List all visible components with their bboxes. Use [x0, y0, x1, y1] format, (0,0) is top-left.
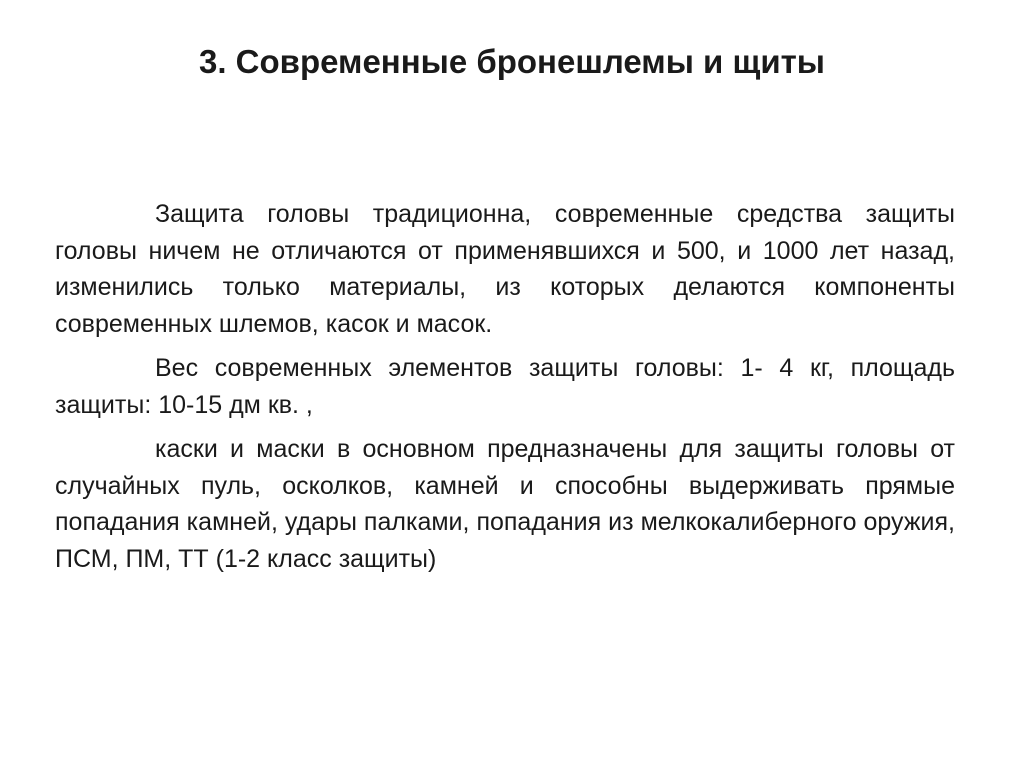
slide-body: [55, 196, 955, 585]
slide-title: 3. Современные бронешлемы и щиты: [198, 43, 825, 80]
paragraph-weight-area: Вес современных элементов защиты головы: 1- 4 кг, площадь защиты: 10-15 дм кв. ,: [55, 354, 955, 419]
paragraph-head-protection: Защита головы традиционна, современные средства защиты головы ничем не отличаются от применявшихся и 500, и 1000 лет назад, изменились только материалы, из которых делаются компоненты современных шлемов, касок и масок.: [55, 200, 955, 338]
paragraph-helmets-masks: каски и маски в основном предназначены для защиты головы от случайных пуль, осколков, камней и способны выдерживать прямые попадания камней, удары палками, попадания из мелкокалиберного оружия, ПСМ, ПМ, ТТ (1-2 класс защиты): [55, 435, 955, 573]
